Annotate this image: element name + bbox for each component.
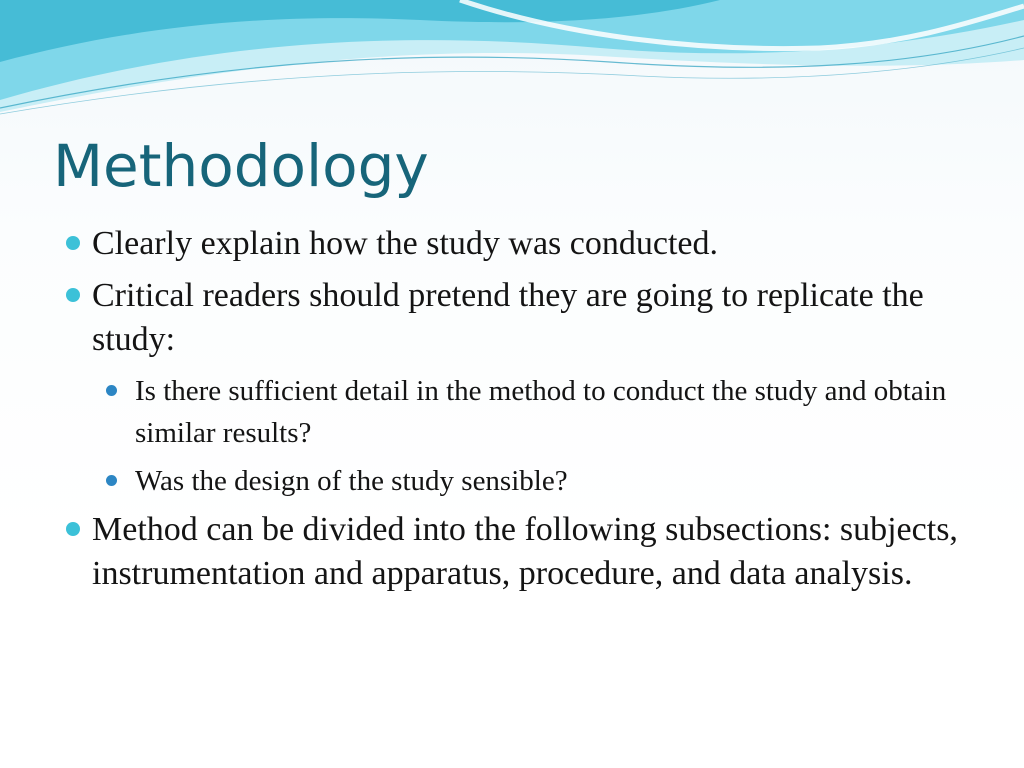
bullet-item <box>66 274 966 362</box>
subbullet-dot-icon <box>106 385 117 396</box>
subbullet-item <box>106 460 966 502</box>
subbullet-text: Was the design of the study sensible? <box>135 465 568 497</box>
bullet-item <box>66 508 966 596</box>
bullet-dot-icon <box>66 236 80 250</box>
slide-body <box>66 222 966 604</box>
slide-title: Methodology <box>53 132 429 200</box>
bullet-text: Clearly explain how the study was conducted. <box>92 225 719 262</box>
bullet-text: Critical readers should pretend they are going to replicate the study: <box>92 277 924 358</box>
subbullet-text: Is there sufficient detail in the method to conduct the study and obtain similar results? <box>135 375 947 449</box>
bullet-text: Method can be divided into the following subsections: subjects, instrumentation and apparatus, procedure, and data analysis. <box>92 511 958 592</box>
bullet-dot-icon <box>66 288 80 302</box>
bullet-item <box>66 222 966 266</box>
subbullet-dot-icon <box>106 475 117 486</box>
bullet-dot-icon <box>66 522 80 536</box>
subbullet-item <box>106 370 966 454</box>
header-wave-decoration <box>0 0 1024 120</box>
